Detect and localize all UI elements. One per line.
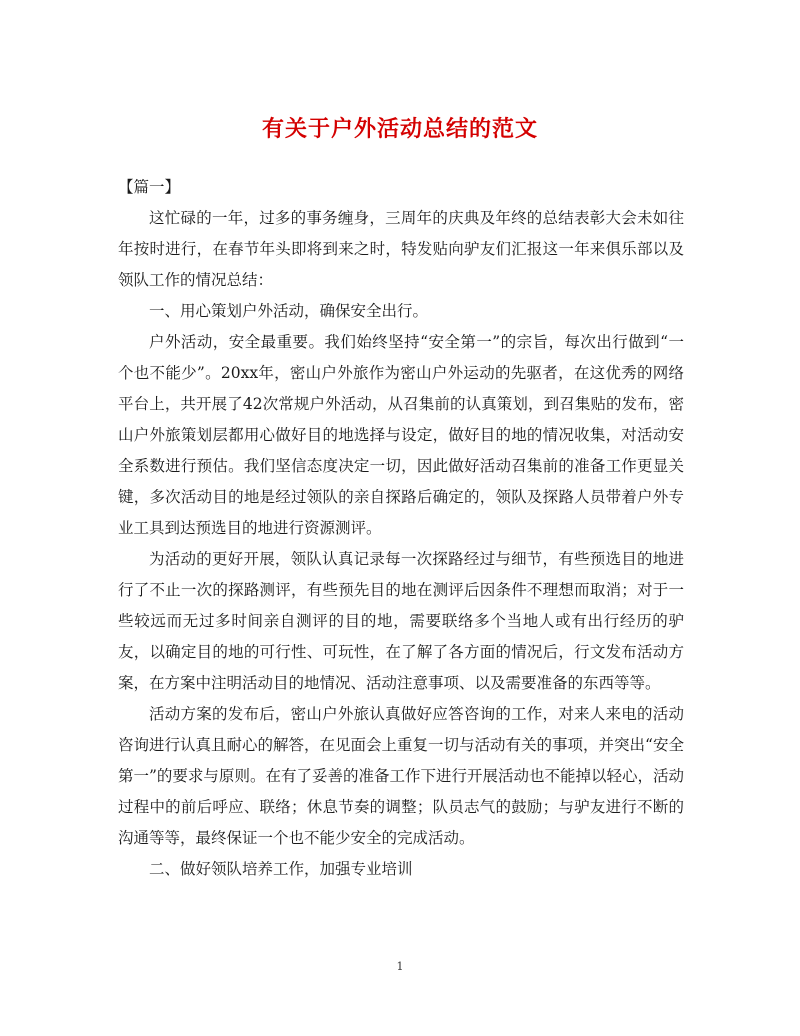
page-number: 1 <box>396 960 404 973</box>
paragraph-scouting: 为活动的更好开展，领队认真记录每一次探路经过与细节，有些预选目的地进行了不止一次的探路测评，有些预先目的地在测评后因条件不理想而取消；对于一些较远而无过多时间亲自测评的目的地，需要联络多个当地人或有出行经历的驴友，以确定目的地的可行性、可玩性，在了解了各方面的情况后，行文发布活动方案，在方案中注明活动目的地情况、活动注意事项、以及需要准备的东西等等。 <box>118 550 684 692</box>
document-title: 有关于户外活动总结的范文 <box>261 116 538 142</box>
heading-section-two: 二、做好领队培养工作，加强专业培训 <box>149 860 413 878</box>
paragraph-safety: 户外活动，安全最重要。我们始终坚持“安全第一”的宗旨，每次出行做到“一个也不能少”。20xx年，密山户外旅作为密山户外运动的先驱者，在这优秀的网络平台上，共开展了42次常规户外活动，从召集前的认真策划，到召集贴的发布，密山户外旅策划层都用心做好目的地选择与设定，做好目的地的情况收集，对活动安全系数进行预估。我们坚信态度决定一切，因此做好活动召集前的准备工作更显关键，多次活动目的地是经过领队的亲自探路后确定的，领队及探路人员带着户外专业工具到达预选目的地进行资源测评。 <box>118 333 684 537</box>
paragraph-intro: 这忙碌的一年，过多的事务缠身，三周年的庆典及年终的总结表彰大会未如往年按时进行，在春节年头即将到来之时，特发贴向驴友们汇报这一年来俱乐部以及领队工作的情况总结： <box>118 209 684 289</box>
paragraph-announcement: 活动方案的发布后，密山户外旅认真做好应答咨询的工作，对来人来电的活动咨询进行认真且耐心的解答，在见面会上重复一切与活动有关的事项，并突出“安全第一”的要求与原则。在有了妥善的准备工作下进行开展活动也不能掉以轻心，活动过程中的前后呼应、联络；休息节奏的调整；队员志气的鼓励；与驴友进行不断的沟通等等，最终保证一个也不能少安全的完成活动。 <box>118 705 684 847</box>
heading-section-one: 一、用心策划户外活动，确保安全出行。 <box>149 302 429 320</box>
section-label: 【篇一】 <box>118 178 181 196</box>
document-body <box>118 172 684 885</box>
